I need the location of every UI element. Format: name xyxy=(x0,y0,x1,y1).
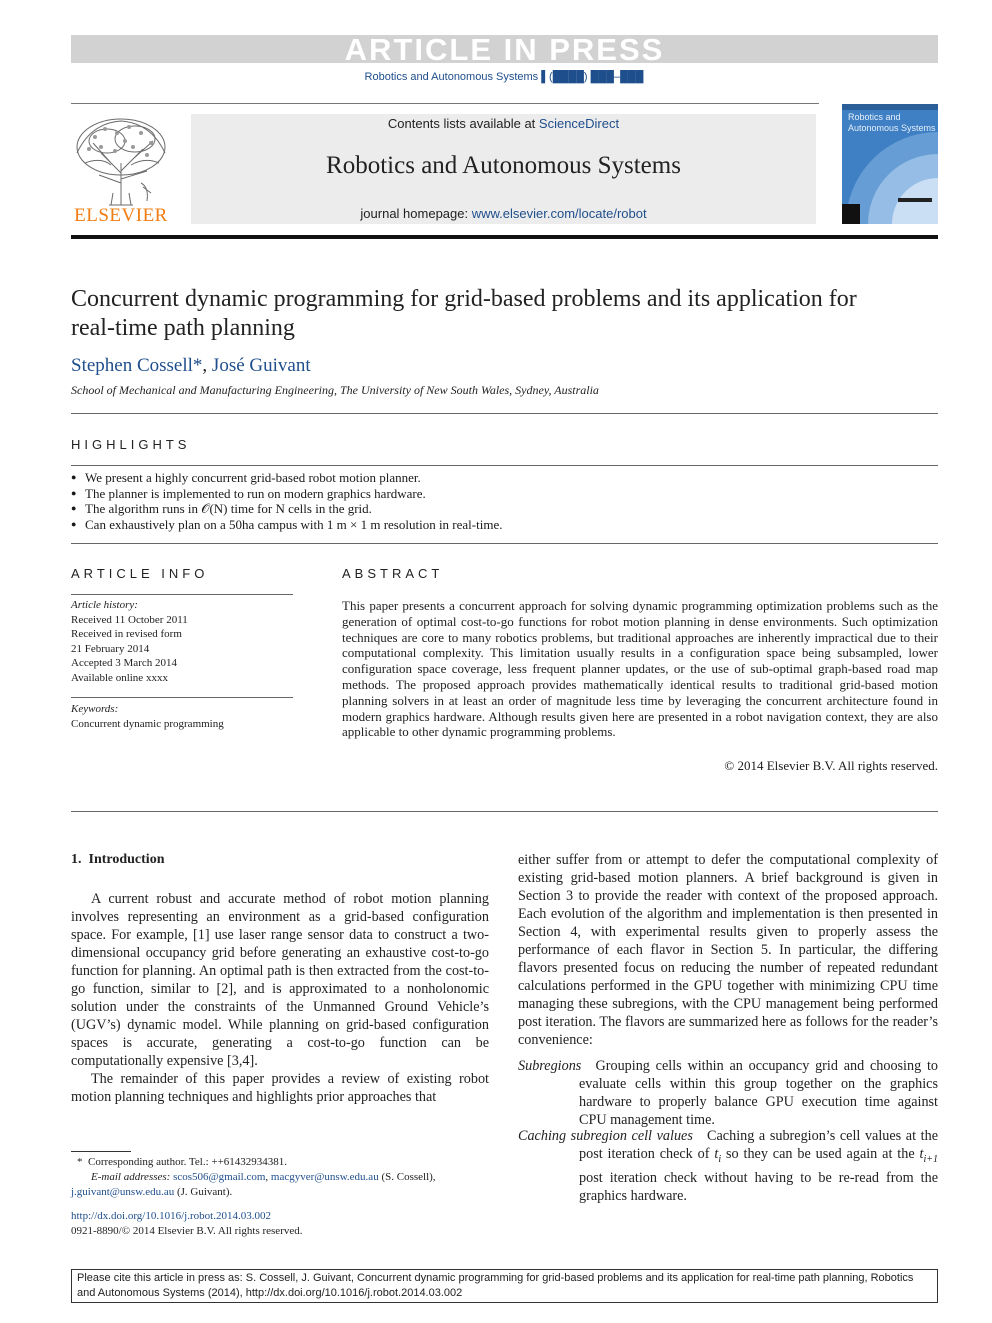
highlights-list xyxy=(71,470,938,532)
highlights-heading: HIGHLIGHTS xyxy=(71,437,191,452)
history-label: Article history: xyxy=(71,599,138,611)
cover-title: Robotics and Autonomous Systems xyxy=(848,112,936,133)
section-heading: 1. Introduction xyxy=(71,852,165,867)
flavor-definition xyxy=(518,1057,938,1129)
divider xyxy=(71,413,938,414)
elsevier-wordmark: ELSEVIER xyxy=(74,205,168,226)
email-link[interactable]: macgyver@unsw.edu.au xyxy=(270,1171,379,1183)
definition-text: Grouping cells within an occupancy grid and choosing to evaluate cells within this group together on the graphics hardware to properly balance GPU execution time against CPU management time. xyxy=(579,1058,938,1128)
copyright-line: © 2014 Elsevier B.V. All rights reserved. xyxy=(724,758,938,773)
journal-cover-thumbnail xyxy=(842,104,938,224)
history-item: Received 11 October 2011 xyxy=(71,613,188,626)
email-link[interactable]: scos506@gmail.com xyxy=(173,1171,266,1183)
article-info-heading: ARTICLE INFO xyxy=(71,566,209,581)
author-list: Stephen Cossell*, José Guivant xyxy=(71,355,311,376)
footnote-block: * Corresponding author. Tel.: ++61432934381. E-mail addresses: scos506@gmail.com, macgyver@unsw.edu.au (S. Cossell), j.guivant@unsw.edu.au (J. Guivant). xyxy=(71,1156,436,1198)
doi-block xyxy=(71,1209,491,1239)
journal-banner xyxy=(191,114,816,224)
paragraph: A current robust and accurate method of robot motion planning involves representing an environment as a grid-based configuration space. For example, [1] use laser range sensor data to construct a two-dimensional occupancy grid before generating an exhaustive cost-to-go function for planning. An optimal path is then extracted from the cost-to-go function, similar to [2], and is approximated to a nonholonomic solution under the constraints of the Unmanned Ground Vehicle’s (UGV’s) dynamic model. While planning on grid-based configuration spaces is accurate, generating a cost-to-go function can be computationally expensive [3,4]. xyxy=(71,891,489,1069)
definition-term: Subregions xyxy=(518,1058,582,1074)
divider xyxy=(71,543,938,544)
article-history xyxy=(71,598,293,685)
header-thick-rule xyxy=(71,235,938,239)
author-link[interactable]: José Guivant xyxy=(211,355,311,376)
issn-line: 0921-8890/© 2014 Elsevier B.V. All rights reserved. xyxy=(71,1225,303,1237)
journal-name: Robotics and Autonomous Systems xyxy=(326,152,681,179)
article-in-press-banner: ARTICLE IN PRESS xyxy=(71,35,938,63)
affiliation: School of Mechanical and Manufacturing Engineering, The University of New South Wales, Sydney, Australia xyxy=(71,383,599,397)
keyword-item: Concurrent dynamic programming xyxy=(71,717,224,730)
history-item: Received in revised form xyxy=(71,628,182,640)
divider xyxy=(71,697,293,698)
history-item: 21 February 2014 xyxy=(71,642,150,655)
body-left-column xyxy=(71,851,489,1106)
list-item: ● The algorithm runs in 𝒪(N) time for N cells in the grid. xyxy=(71,501,938,517)
list-item: ● Can exhaustively plan on a 50ha campus with 1 m × 1 m resolution in real-time. xyxy=(71,517,938,533)
header-top-rule xyxy=(71,103,819,104)
article-title: Concurrent dynamic programming for grid-based problems and its application for real-time path planning xyxy=(71,286,857,341)
doi-link[interactable]: http://dx.doi.org/10.1016/j.robot.2014.03.002 xyxy=(71,1210,271,1222)
divider xyxy=(71,594,293,595)
citation-notice-box: Please cite this article in press as: S. Cossell, J. Guivant, Concurrent dynamic programming for grid-based problems and its application for real-time path planning, Robotics and Autonomous Systems (2014), http://dx.doi.org/10.1016/j.robot.2014.03.002 xyxy=(71,1269,938,1303)
running-citation: Robotics and Autonomous Systems ▌(████) ███–███ xyxy=(364,71,644,83)
paragraph: either suffer from or attempt to defer the computational complexity of existing grid-based motion planners. A brief background is given in Section 3 to provide the reader with context of the proposed approach. Each evolution of the algorithm and implementation is then presented in Section 4, with experimental results given to properly assess the performance of each flavor in Section 5. In particular, the differing flavors presented focus on reducing the number of repeated redundant calculations performed in the GPU together with minimizing CPU time managing these subregions, with the CPU management being performed post iteration. The flavors are summarized here as follows for the reader’s convenience: xyxy=(518,852,938,1048)
footnote-rule xyxy=(71,1151,131,1152)
journal-homepage-link[interactable]: www.elsevier.com/locate/robot xyxy=(471,206,647,221)
list-item: ● We present a highly concurrent grid-based robot motion planner. xyxy=(71,470,938,486)
paragraph: The remainder of this paper provides a review of existing robot motion planning techniques and highlights prior approaches that xyxy=(71,1071,489,1105)
author-link[interactable]: Stephen Cossell xyxy=(71,355,193,376)
email-link[interactable]: j.guivant@unsw.edu.au xyxy=(71,1186,175,1198)
homepage-line: journal homepage: www.elsevier.com/locate/robot xyxy=(360,206,647,221)
flavor-definition: Caching subregion cell values Caching a subregion’s cell values at the post iteration check of $t_i$ so they can be used again at the $t_{i+1}$ post iteration check without having to be re-read from the graphics hardware. xyxy=(518,1128,938,1204)
history-item: Available online xxxx xyxy=(71,671,168,684)
list-item: ● The planner is implemented to run on modern graphics hardware. xyxy=(71,486,938,502)
abstract-text: This paper presents a concurrent approach for solving dynamic programming optimization problems such as the generation of optimal cost-to-go functions for robot motion planning in dense environments. Such optimization techniques are core to many robotics problems, but traditional approaches are inherently impractical due to their computational complexity. This limitation usually results in a configuration space being subsampled, lower configuration space coverage, less frequent planner updates, or the use of sub-optimal graph-based road map methods. The proposed approach provides mathematically identical results to traditional grid-based motion planning solvers in at least an order of magnitude less time by leveraging the concurrent architecture found in modern graphics hardware. Although results given here are presented in a robot navigation context, they are also applicable to other dynamic programming problems. xyxy=(342,598,938,740)
keywords-label: Keywords: xyxy=(71,703,119,715)
divider xyxy=(71,811,938,812)
contents-line: Contents lists available at ScienceDirect xyxy=(387,116,620,131)
corresponding-author-note: Corresponding author. Tel.: ++61432934381. xyxy=(88,1156,288,1168)
sciencedirect-link[interactable]: ScienceDirect xyxy=(538,116,620,131)
abstract-heading: ABSTRACT xyxy=(342,566,444,581)
body-right-column xyxy=(518,851,938,1049)
definition-term: Caching subregion cell values xyxy=(518,1128,693,1144)
divider xyxy=(71,465,938,466)
keywords xyxy=(71,702,293,731)
history-item: Accepted 3 March 2014 xyxy=(71,657,177,669)
corresponding-mark[interactable]: * xyxy=(192,355,203,376)
